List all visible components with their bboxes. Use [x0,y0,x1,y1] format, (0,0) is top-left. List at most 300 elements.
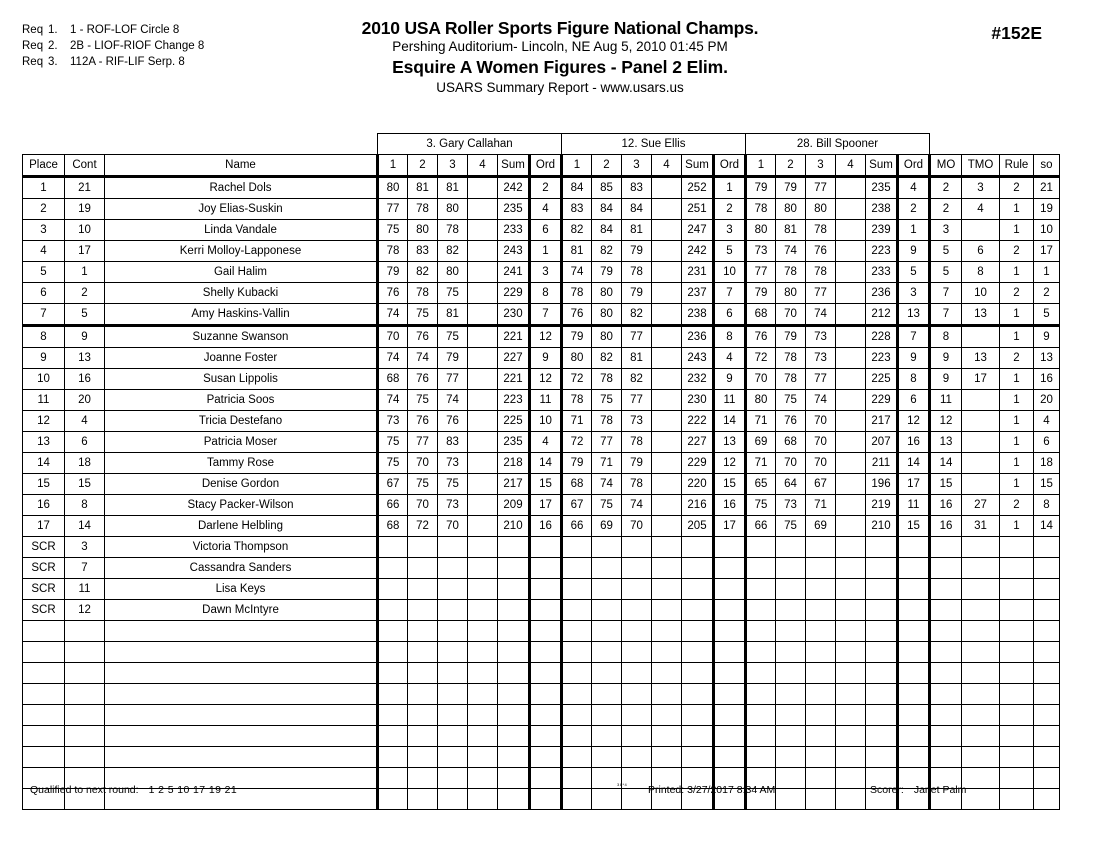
table-row[interactable] [23,369,1060,390]
table-row[interactable] [23,705,1060,726]
cell-place [23,726,65,747]
cell-j2-sum [682,600,714,621]
requirement-number: 3. [48,56,58,68]
cell-j1-ord [530,663,562,684]
cell-tmo: 10 [962,283,1000,304]
cell-j1-ord: 1 [530,241,562,262]
table-row[interactable] [23,684,1060,705]
cell-j2-3: 81 [622,220,652,241]
cell-j1-4 [468,369,498,390]
cell-j1-2: 72 [408,516,438,537]
cell-j2-4 [652,621,682,642]
cell-mo [930,747,962,768]
cell-mo: 5 [930,241,962,262]
table-row[interactable] [23,495,1060,516]
cell-j2-4 [652,304,682,326]
cell-j1-3: 73 [438,495,468,516]
cell-j3-sum: 196 [866,474,898,495]
cell-j3-2 [776,663,806,684]
cell-j1-sum: 225 [498,411,530,432]
table-row[interactable] [23,390,1060,411]
cell-j3-2: 70 [776,304,806,326]
cell-j3-sum [866,705,898,726]
cell-j1-sum: 218 [498,453,530,474]
cell-mo: 3 [930,220,962,241]
cell-name: Joanne Foster [105,348,378,369]
cell-mo [930,558,962,579]
cell-j1-sum: 230 [498,304,530,326]
cell-j2-sum [682,621,714,642]
cell-j2-sum: 238 [682,304,714,326]
cell-mo: 2 [930,199,962,220]
cell-j3-4 [836,600,866,621]
cell-j2-4 [652,663,682,684]
cell-j2-3: 74 [622,495,652,516]
col-header-place: Place [23,155,65,177]
cell-mo [930,579,962,600]
cell-j1-ord: 9 [530,348,562,369]
cell-j3-sum: 207 [866,432,898,453]
judge-name-1: 3. Gary Callahan [378,134,562,155]
report-header [0,0,1100,125]
cell-j2-1 [562,600,592,621]
cell-j2-4 [652,474,682,495]
cell-name [105,684,378,705]
cell-j3-1: 79 [746,283,776,304]
cell-j3-sum: 238 [866,199,898,220]
cell-j3-sum: 210 [866,516,898,537]
cell-j2-3 [622,600,652,621]
cell-j2-ord: 7 [714,283,746,304]
cell-j2-4 [652,558,682,579]
cell-j2-2: 75 [592,390,622,411]
cell-j1-3: 81 [438,177,468,199]
cell-rule [1000,579,1034,600]
cell-j1-sum: 235 [498,199,530,220]
table-row[interactable] [23,600,1060,621]
cell-j3-ord: 11 [898,495,930,516]
cell-j3-sum: 223 [866,348,898,369]
cell-j1-1 [378,579,408,600]
table-row[interactable] [23,474,1060,495]
cell-j3-3: 77 [806,177,836,199]
cell-j2-2: 78 [592,369,622,390]
cell-tmo [962,326,1000,348]
cell-j3-1: 78 [746,199,776,220]
cell-place: 2 [23,199,65,220]
col-header-mo: MO [930,155,962,177]
cell-j3-1: 70 [746,369,776,390]
cell-j2-ord: 15 [714,474,746,495]
cell-j3-3: 77 [806,369,836,390]
cell-j1-2: 76 [408,326,438,348]
cell-j3-3 [806,642,836,663]
cell-j1-ord [530,558,562,579]
cell-name: Patricia Moser [105,432,378,453]
cell-tmo [962,705,1000,726]
cell-tmo [962,600,1000,621]
table-row[interactable] [23,220,1060,241]
cell-j2-4 [652,177,682,199]
cell-j1-sum [498,558,530,579]
cell-j2-1 [562,663,592,684]
cell-j1-sum [498,705,530,726]
cell-j3-2: 80 [776,199,806,220]
table-row[interactable] [23,537,1060,558]
cell-j2-1 [562,537,592,558]
cell-name: Patricia Soos [105,390,378,411]
cell-j3-2: 78 [776,262,806,283]
cell-place: SCR [23,600,65,621]
cell-j1-3: 75 [438,326,468,348]
cell-j1-1 [378,537,408,558]
cell-tmo: 31 [962,516,1000,537]
cell-j2-ord: 3 [714,220,746,241]
cell-j3-ord: 14 [898,453,930,474]
cell-cont: 16 [65,369,105,390]
cell-j2-ord: 16 [714,495,746,516]
table-row[interactable] [23,177,1060,199]
table-row[interactable] [23,262,1060,283]
cell-j2-ord [714,726,746,747]
cell-place: 3 [23,220,65,241]
cell-j3-2: 75 [776,516,806,537]
cell-tmo [962,537,1000,558]
cell-place: 8 [23,326,65,348]
cell-j3-1: 68 [746,304,776,326]
cell-j1-4 [468,348,498,369]
cell-j1-1 [378,663,408,684]
cell-j3-sum: 211 [866,453,898,474]
cell-place [23,621,65,642]
table-row[interactable] [23,241,1060,262]
cell-so: 5 [1034,304,1060,326]
cell-tmo [962,726,1000,747]
cell-j3-sum: 228 [866,326,898,348]
cell-j2-3: 83 [622,177,652,199]
table-row[interactable] [23,199,1060,220]
cell-j1-ord: 10 [530,411,562,432]
cell-j3-ord: 9 [898,241,930,262]
col-header-j2-ord: Ord [714,155,746,177]
cell-j1-4 [468,726,498,747]
cell-j1-2 [408,621,438,642]
cell-j2-4 [652,453,682,474]
cell-j2-2 [592,579,622,600]
cell-j1-2 [408,726,438,747]
cell-j1-sum: 217 [498,474,530,495]
cell-j2-4 [652,262,682,283]
cell-j3-4 [836,453,866,474]
cell-j1-4 [468,558,498,579]
cell-j3-ord [898,537,930,558]
cell-j3-1 [746,705,776,726]
cell-j2-ord: 1 [714,177,746,199]
cell-j1-2: 80 [408,220,438,241]
cell-tmo: 3 [962,177,1000,199]
cell-j2-3: 79 [622,453,652,474]
cell-j1-1 [378,747,408,768]
cell-j3-1 [746,747,776,768]
cell-j1-3: 80 [438,262,468,283]
cell-j3-ord: 7 [898,326,930,348]
printed-label: Printed: [648,784,685,796]
cell-j3-ord [898,726,930,747]
cell-name: Suzanne Swanson [105,326,378,348]
cell-j3-2 [776,747,806,768]
cell-rule: 1 [1000,432,1034,453]
cell-j1-3: 78 [438,220,468,241]
col-header-j3-sum: Sum [866,155,898,177]
cell-j1-4 [468,220,498,241]
cell-j2-2 [592,663,622,684]
cell-so: 16 [1034,369,1060,390]
cell-j3-ord [898,642,930,663]
cell-j2-ord [714,642,746,663]
cell-j3-ord: 16 [898,432,930,453]
cell-j1-sum: 242 [498,177,530,199]
cell-rule: 2 [1000,283,1034,304]
cell-j3-sum [866,537,898,558]
requirements-list [22,22,204,70]
cell-place: 7 [23,304,65,326]
cell-j3-4 [836,726,866,747]
col-header-j2-4: 4 [652,155,682,177]
table-row[interactable] [23,326,1060,348]
cell-j2-3 [622,642,652,663]
cell-j2-2: 84 [592,220,622,241]
requirement-line-1 [22,22,204,38]
cell-so [1034,579,1060,600]
requirement-text: 2B - LIOF-RIOF Change 8 [70,40,205,52]
score-table [22,133,1060,810]
cell-j3-2: 64 [776,474,806,495]
cell-j2-sum [682,663,714,684]
cell-cont: 17 [65,241,105,262]
cell-j1-4 [468,600,498,621]
col-header-j1-3: 3 [438,155,468,177]
table-row[interactable] [23,747,1060,768]
cell-j2-ord: 17 [714,516,746,537]
cell-j1-sum: 235 [498,432,530,453]
cell-j2-ord [714,537,746,558]
cell-rule [1000,726,1034,747]
cell-j2-ord: 9 [714,369,746,390]
cell-j2-sum: 227 [682,432,714,453]
cell-rule [1000,537,1034,558]
cell-j3-1 [746,579,776,600]
cell-j3-sum [866,642,898,663]
cell-tmo: 4 [962,199,1000,220]
cell-j3-4 [836,220,866,241]
table-row[interactable] [23,411,1060,432]
cell-j1-ord [530,600,562,621]
cell-name [105,663,378,684]
cell-j3-sum: 229 [866,390,898,411]
cell-j3-3: 78 [806,262,836,283]
cell-cont [65,684,105,705]
cell-tmo [962,220,1000,241]
cell-j2-3: 79 [622,283,652,304]
cell-j3-2 [776,600,806,621]
cell-j1-4 [468,495,498,516]
scorer-name: Janet Palm [913,784,967,796]
cell-j2-3: 70 [622,516,652,537]
cell-so [1034,558,1060,579]
cell-rule: 1 [1000,453,1034,474]
table-row[interactable] [23,432,1060,453]
cell-so [1034,705,1060,726]
cell-mo: 16 [930,516,962,537]
cell-j1-3: 77 [438,369,468,390]
cell-cont [65,747,105,768]
cell-j3-ord: 13 [898,304,930,326]
cell-j2-2: 77 [592,432,622,453]
cell-j2-1: 79 [562,326,592,348]
cell-j2-sum [682,558,714,579]
col-header-name: Name [105,155,378,177]
cell-j2-4 [652,326,682,348]
cell-rule [1000,663,1034,684]
cell-j2-3 [622,684,652,705]
cell-j2-2 [592,684,622,705]
cell-j1-4 [468,390,498,411]
cell-so: 21 [1034,177,1060,199]
table-row[interactable] [23,663,1060,684]
cell-j1-2 [408,600,438,621]
cell-mo: 11 [930,390,962,411]
table-row[interactable] [23,348,1060,369]
cell-j3-ord: 8 [898,369,930,390]
cell-j3-ord: 17 [898,474,930,495]
cell-j3-4 [836,177,866,199]
cell-cont: 18 [65,453,105,474]
table-row[interactable] [23,621,1060,642]
cell-so: 10 [1034,220,1060,241]
cell-j1-2 [408,579,438,600]
table-row[interactable] [23,283,1060,304]
cell-j2-sum: 222 [682,411,714,432]
table-row[interactable] [23,558,1060,579]
cell-j2-ord: 12 [714,453,746,474]
cell-j3-2: 80 [776,283,806,304]
cell-j2-3 [622,537,652,558]
cell-j3-sum [866,684,898,705]
cell-cont [65,663,105,684]
cell-j2-sum [682,537,714,558]
cell-cont: 15 [65,474,105,495]
cell-rule: 1 [1000,304,1034,326]
cell-j3-3 [806,726,836,747]
cell-j3-3 [806,621,836,642]
cell-name: Lisa Keys [105,579,378,600]
cell-cont: 2 [65,283,105,304]
cell-tmo: 8 [962,262,1000,283]
cell-j3-2: 75 [776,390,806,411]
cell-place [23,642,65,663]
cell-j3-4 [836,199,866,220]
cell-j1-2: 70 [408,495,438,516]
cell-place: 11 [23,390,65,411]
cell-j3-3: 74 [806,304,836,326]
cell-j2-4 [652,705,682,726]
cell-j3-ord [898,558,930,579]
cell-j1-sum: 210 [498,516,530,537]
cell-j3-1 [746,684,776,705]
cell-j2-2 [592,705,622,726]
cell-tmo [962,621,1000,642]
cell-j1-4 [468,432,498,453]
cell-j2-1: 83 [562,199,592,220]
cell-j2-ord [714,663,746,684]
cell-j1-sum: 229 [498,283,530,304]
cell-j1-3: 80 [438,199,468,220]
cell-j1-1: 78 [378,241,408,262]
cell-j3-ord: 1 [898,220,930,241]
table-row[interactable] [23,579,1060,600]
requirement-text: 1 - ROF-LOF Circle 8 [70,24,180,36]
cell-place: SCR [23,537,65,558]
cell-j3-sum [866,558,898,579]
cell-j3-ord: 9 [898,348,930,369]
cell-j2-4 [652,642,682,663]
cell-j2-sum [682,726,714,747]
cell-j1-2: 82 [408,262,438,283]
col-header-j2-2: 2 [592,155,622,177]
cell-j2-1: 78 [562,390,592,411]
cell-j1-2 [408,747,438,768]
cell-j3-1 [746,663,776,684]
table-row[interactable] [23,726,1060,747]
cell-so: 20 [1034,390,1060,411]
cell-j1-sum [498,537,530,558]
cell-j1-sum: 227 [498,348,530,369]
cell-j1-ord [530,537,562,558]
table-row[interactable] [23,642,1060,663]
cell-j1-2 [408,642,438,663]
cell-j2-4 [652,495,682,516]
cell-cont: 12 [65,600,105,621]
cell-j3-sum [866,726,898,747]
cell-j1-2 [408,537,438,558]
table-row[interactable] [23,304,1060,326]
table-row[interactable] [23,516,1060,537]
cell-j3-3: 71 [806,495,836,516]
cell-rule [1000,600,1034,621]
cell-j1-sum: 209 [498,495,530,516]
cell-tmo: 13 [962,348,1000,369]
cell-cont: 4 [65,411,105,432]
cell-j2-3 [622,726,652,747]
cell-j2-sum: 247 [682,220,714,241]
cell-j2-4 [652,726,682,747]
cell-cont [65,621,105,642]
cell-j3-3: 80 [806,199,836,220]
cell-j3-3 [806,579,836,600]
cell-j1-4 [468,262,498,283]
cell-j2-1: 68 [562,474,592,495]
cell-j2-3 [622,621,652,642]
cell-j2-4 [652,600,682,621]
cell-j2-2: 80 [592,304,622,326]
cell-tmo [962,558,1000,579]
cell-j3-2 [776,558,806,579]
col-header-j1-2: 2 [408,155,438,177]
col-header-j2-3: 3 [622,155,652,177]
cell-rule: 1 [1000,390,1034,411]
table-row[interactable] [23,453,1060,474]
cell-j3-ord: 2 [898,199,930,220]
